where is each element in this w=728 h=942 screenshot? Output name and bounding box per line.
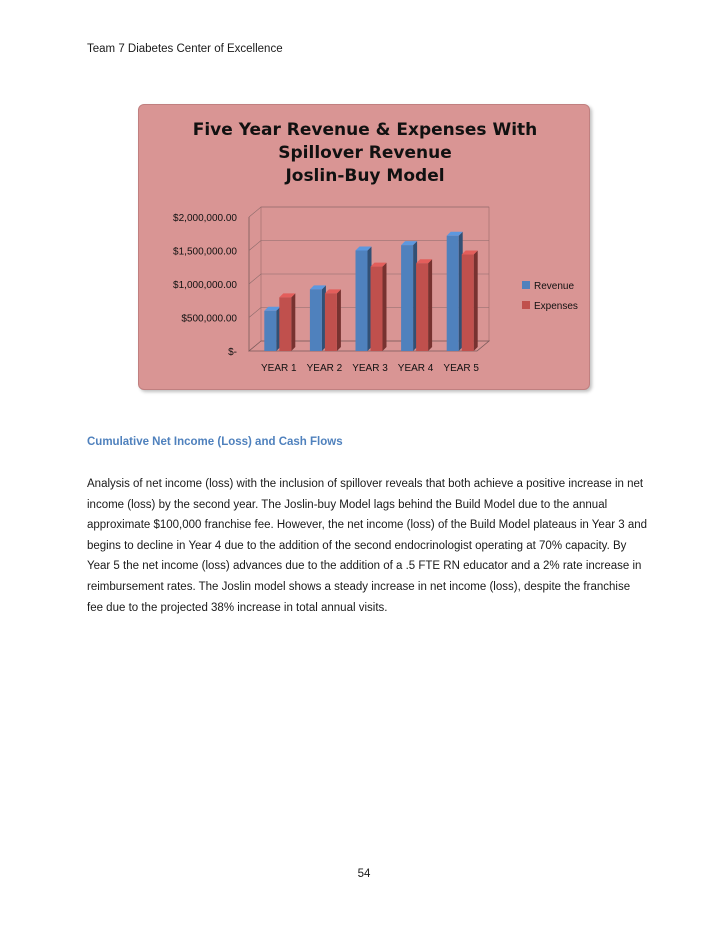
chart-bar-side [383, 263, 387, 351]
chart-bar [462, 255, 474, 351]
chart-gridline [249, 207, 489, 217]
page-header: Team 7 Diabetes Center of Excellence [87, 43, 283, 55]
chart-bar-side [337, 289, 341, 351]
chart-legend-label: Expenses [534, 301, 578, 312]
chart-bar [416, 263, 428, 351]
chart-bar [310, 289, 322, 351]
chart-x-tick-label: YEAR 3 [352, 363, 388, 374]
section-heading: Cumulative Net Income (Loss) and Cash Flows [87, 436, 343, 448]
page-number: 54 [357, 868, 371, 880]
chart-y-tick-label: $500,000.00 [181, 313, 237, 325]
chart-x-tick-label: YEAR 1 [261, 363, 297, 374]
chart-title-line-1: Five Year Revenue & Expenses With [192, 120, 538, 140]
chart-y-tick-label: $2,000,000.00 [173, 213, 237, 224]
chart-x-tick-label: YEAR 5 [443, 363, 479, 374]
chart-y-tick-label: $- [228, 347, 237, 358]
chart-y-tick-label: $1,000,000.00 [173, 280, 237, 291]
chart-bar [371, 267, 383, 351]
chart-x-tick-label: YEAR 4 [397, 363, 434, 374]
chart-x-tick-label: YEAR 2 [306, 363, 343, 374]
chart-bar [447, 236, 459, 351]
chart-bar-side [291, 293, 295, 351]
chart-bar [401, 245, 413, 351]
chart-bar [325, 293, 337, 351]
chart-legend-label: Revenue [534, 281, 575, 292]
chart-bar-side [428, 259, 432, 351]
chart-legend-swatch [522, 281, 530, 289]
revenue-expenses-chart [138, 104, 590, 390]
chart-y-tick-label: $1,500,000.00 [173, 246, 237, 258]
body-paragraph: Analysis of net income (loss) with the inclusion of spillover reveals that both achieve a positive increase in net income (loss) by the second year. The Joslin-buy Model lags behind the Build Model due to the annual approximate $100,000 franchise fee. However, the net income (loss) of the Build Model plateaus in Year 3 and begins to decline in Year 4 due to the addition of the second endocrinologist operating at 70% capacity. By Year 5 the net income (loss) advances due to the addition of a .5 FTE RN educator and a 2% rate increase in reimbursement rates. The Joslin model shows a steady increase in net income (loss), despite the franchise fee due to the projected 38% increase in total annual visits. [87, 478, 648, 614]
chart-title-line-3: Joslin-Buy Model [285, 166, 445, 186]
chart-title-line-2: Spillover Revenue [278, 143, 452, 163]
chart-bar-side [474, 251, 478, 351]
chart-legend-swatch [522, 301, 530, 309]
chart-bar [356, 251, 368, 352]
chart-bar [279, 297, 291, 351]
chart-bar [264, 311, 276, 351]
chart-plot [139, 105, 591, 391]
